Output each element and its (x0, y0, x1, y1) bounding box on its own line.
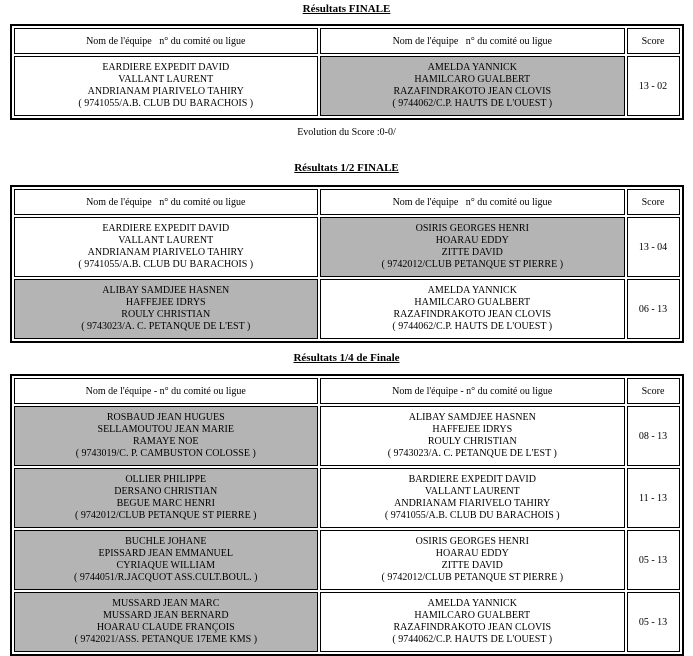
team-line: ( 9742012/CLUB PETANQUE ST PIERRE ) (381, 572, 564, 583)
result-row (14, 592, 680, 652)
team-line: RAZAFINDRAKOTO JEAN CLOVIS (393, 86, 552, 97)
team-line: ( 9743023/A. C. PETANQUE DE L'EST ) (387, 448, 557, 459)
score-cell: 06 - 13 (627, 279, 680, 339)
team-cell (14, 217, 319, 277)
quarterfinal-results-table (10, 374, 684, 656)
team-line: HAMILCARO GUALBERT (414, 610, 531, 621)
team-line: VALLANT LAURENT (424, 486, 520, 497)
result-row (14, 406, 680, 466)
team-line: OSIRIS GEORGES HENRI (415, 536, 529, 547)
team-line: ROSBAUD JEAN HUGUES (106, 412, 225, 423)
team-cell (320, 56, 625, 116)
score-cell: 05 - 13 (627, 530, 680, 590)
team-cell (320, 406, 625, 466)
team-line: ANDRIANAM PIARIVELO TAHIRY (87, 247, 244, 258)
finale-results-table (10, 24, 684, 120)
team-line: ROULY CHRISTIAN (427, 436, 517, 447)
result-row (14, 468, 680, 528)
team-header-cell: Nom de l'équipe - n° du comité ou ligue (320, 378, 625, 404)
team-line: ( 9742021/ASS. PETANQUE 17EME KMS ) (74, 634, 258, 645)
team-cell (320, 279, 625, 339)
team-line: EPISSARD JEAN EMMANUEL (98, 548, 233, 559)
team-header-cell: Nom de l'équipe - n° du comité ou ligue (14, 378, 319, 404)
team-line: EARDIERE EXPEDIT DAVID (102, 223, 230, 234)
team-cell (320, 217, 625, 277)
team-header-cell: Nom de l'équipe n° du comité ou ligue (320, 189, 625, 215)
score-cell: 05 - 13 (627, 592, 680, 652)
team-line: ( 9744051/R.JACQUOT ASS.CULT.BOUL. ) (74, 572, 258, 583)
team-line: RAZAFINDRAKOTO JEAN CLOVIS (393, 309, 552, 320)
team-line: ALIBAY SAMDJEE HASNEN (408, 412, 536, 423)
team-cell (14, 56, 319, 116)
team-line: AMELDA YANNICK (427, 598, 517, 609)
team-cell (14, 530, 319, 590)
team-line: HAMILCARO GUALBERT (414, 74, 531, 85)
team-line: MUSSARD JEAN BERNARD (102, 610, 229, 621)
team-line: BARDIERE EXPEDIT DAVID (408, 474, 536, 485)
quarterfinal-title: Résultats 1/4 de Finale (293, 352, 400, 364)
team-line: BUCHLE JOHANE (125, 536, 207, 547)
team-line: ALIBAY SAMDJEE HASNEN (102, 285, 230, 296)
result-row (14, 56, 680, 116)
team-line: ZITTE DAVID (441, 247, 503, 258)
team-line: HOARAU EDDY (435, 548, 509, 559)
team-line: ( 9744062/C.P. HAUTS DE L'OUEST ) (392, 321, 553, 332)
semifinal-title: Résultats 1/2 FINALE (294, 162, 399, 174)
team-line: SELLAMOUTOU JEAN MARIE (97, 424, 234, 435)
team-line: HOARAU EDDY (435, 235, 509, 246)
team-line: ( 9744062/C.P. HAUTS DE L'OUEST ) (392, 634, 553, 645)
result-row (14, 279, 680, 339)
header-row (14, 28, 680, 54)
header-row (14, 378, 680, 404)
team-line: ( 9741055/A.B. CLUB DU BARACHOIS ) (78, 259, 254, 270)
score-evolution-note: Evolution du Score :0-0/ (297, 127, 396, 138)
team-header-cell: Nom de l'équipe n° du comité ou ligue (14, 28, 319, 54)
team-header-cell: Nom de l'équipe n° du comité ou ligue (320, 28, 625, 54)
team-cell (320, 592, 625, 652)
team-cell (14, 592, 319, 652)
score-cell: 13 - 02 (627, 56, 680, 116)
result-row (14, 530, 680, 590)
team-line: HOARAU CLAUDE FRANÇOIS (96, 622, 235, 633)
score-header-cell: Score (627, 378, 680, 404)
team-line: ROULY CHRISTIAN (121, 309, 211, 320)
team-line: VALLANT LAURENT (118, 74, 214, 85)
team-line: ANDRIANAM PIARIVELO TAHIRY (87, 86, 244, 97)
team-line: HAMILCARO GUALBERT (414, 297, 531, 308)
team-header-cell: Nom de l'équipe n° du comité ou ligue (14, 189, 319, 215)
team-cell (14, 279, 319, 339)
semifinal-results-table (10, 185, 684, 343)
team-line: AMELDA YANNICK (427, 62, 517, 73)
team-line: RAZAFINDRAKOTO JEAN CLOVIS (393, 622, 552, 633)
team-line: ( 9744062/C.P. HAUTS DE L'OUEST ) (392, 98, 553, 109)
team-line: DERSANO CHRISTIAN (114, 486, 218, 497)
team-line: CYRIAQUE WILLIAM (116, 560, 215, 571)
score-header-cell: Score (627, 28, 680, 54)
team-line: HAFFEJEE IDRYS (125, 297, 206, 308)
header-row (14, 189, 680, 215)
team-line: ( 9741055/A.B. CLUB DU BARACHOIS ) (78, 98, 254, 109)
team-line: VALLANT LAURENT (118, 235, 214, 246)
team-line: ( 9741055/A.B. CLUB DU BARACHOIS ) (384, 510, 560, 521)
score-cell: 13 - 04 (627, 217, 680, 277)
team-line: RAMAYE NOE (133, 436, 199, 447)
team-line: ZITTE DAVID (441, 560, 503, 571)
score-header-cell: Score (627, 189, 680, 215)
team-line: MUSSARD JEAN MARC (112, 598, 220, 609)
team-cell (320, 468, 625, 528)
team-cell (14, 468, 319, 528)
team-cell (320, 530, 625, 590)
team-line: ANDRIANAM FIARIVELO TAHIRY (394, 498, 551, 509)
team-line: ( 9743019/C. P. CAMBUSTON COLOSSE ) (75, 448, 256, 459)
team-line: AMELDA YANNICK (427, 285, 517, 296)
team-line: ( 9742012/CLUB PETANQUE ST PIERRE ) (381, 259, 564, 270)
finale-title: Résultats FINALE (302, 3, 391, 15)
team-cell (14, 406, 319, 466)
team-line: EARDIERE EXPEDIT DAVID (102, 62, 230, 73)
team-line: OSIRIS GEORGES HENRI (415, 223, 529, 234)
score-cell: 08 - 13 (627, 406, 680, 466)
team-line: HAFFEJEE IDRYS (432, 424, 513, 435)
score-cell: 11 - 13 (627, 468, 680, 528)
team-line: OLLIER PHILIPPE (125, 474, 207, 485)
team-line: ( 9743023/A. C. PETANQUE DE L'EST ) (81, 321, 251, 332)
team-line: ( 9742012/CLUB PETANQUE ST PIERRE ) (74, 510, 257, 521)
result-row (14, 217, 680, 277)
team-line: BEGUE MARC HENRI (116, 498, 215, 509)
